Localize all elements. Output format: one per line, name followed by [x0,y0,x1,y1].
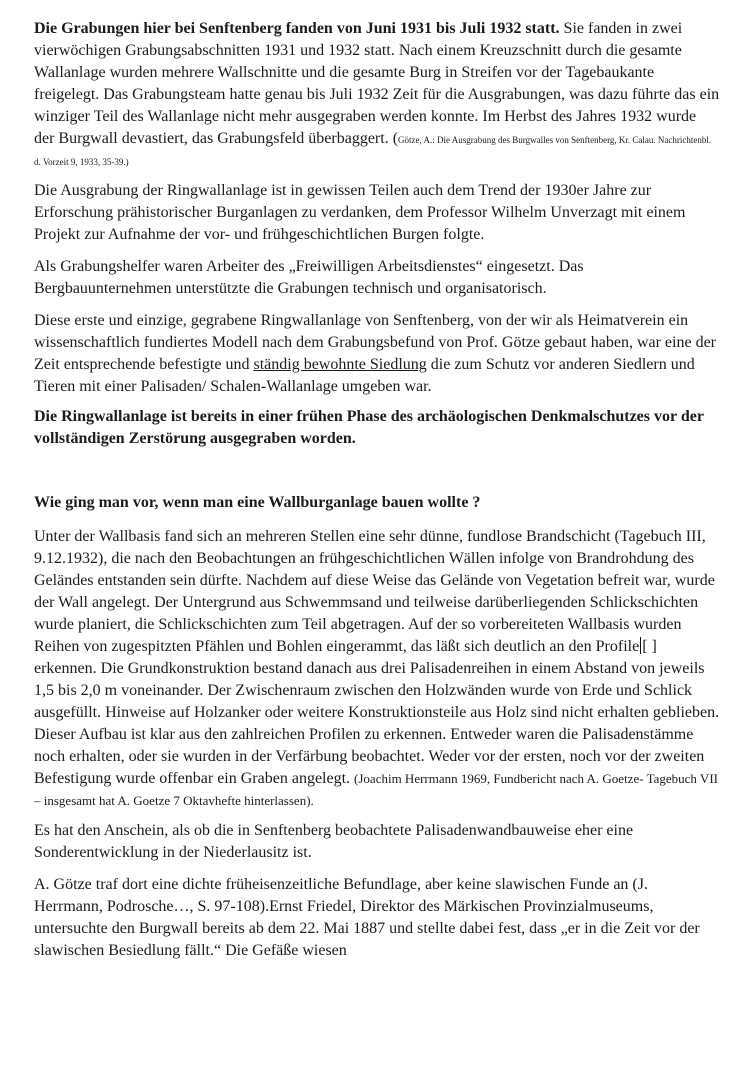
paragraph-palisade-style: Es hat den Anschein, als ob die in Senftenberg beobachtete Palisadenwandbauweise eher eine Sonderentwicklung in der Niederlausitz ist. [34,822,634,861]
paragraph-excavation-dates [34,18,720,172]
excavation-dates-lead: Die Grabungen hier bei Senftenberg fanden von Juni 1931 bis Juli 1932 statt. [34,20,560,37]
document-page [34,18,720,972]
underlined-settlement: ständig bewohnte Siedlung [253,356,427,373]
paragraph-goetze-friedel: A. Götze traf dort eine dichte früheisenzeitliche Befundlage, aber keine slawischen Funde an (J. Herrmann, Podrosche…, S. 97-108).Ernst Friedel, Direktor des Märkischen Provinzialmuseums, untersuchte den Burgwall bereits ab dem 22. Mai 1887 und stellte dabei fest, dass „er in die Zeit vor der slawischen Besiedlung fällt.“ Die Gefäße wiesen [34,876,700,959]
construction-text-part1: Unter der Wallbasis fand sich an mehreren Stellen eine sehr dünne, fundlose Brandschicht (Tagebuch III, 9.12.1932), die nach den Beobachtungen an frühgeschichtlichen Wällen infolge von Brandrohdung des Geländes entstanden sein dürfte. Nachdem auf diese Weise das Gelände von Vegetation befreit war, wurde der Wall angelegt. Der Untergrund aus Schwemmsand und teilweise darüberliegenden Schlickschichten wurde planiert, die Schlickschichten zum Teil abgetragen. Auf der so vorbereiteten Wallbasis wurden Reihen von zugespitzten Pfählen und Bohlen eingerammt, das läßt sich deutlich an den Profile [34,528,715,655]
excavation-dates-text: Sie fanden in zwei vierwöchigen Grabungsabschnitten 1931 und 1932 statt. Nach einem Kreuzschnitt durch die gesamte Wallanlage wurden mehrere Wallschnitte und die gesamte Burg in Streifen vor der Tagebaukante freigelegt. Das Grabungsteam hatte genau bis Juli 1932 Zeit für die Ausgrabungen, was dazu führte das ein winziger Teil des Wallanlage nicht mehr ausgegraben werden konnte. Im Herbst des Jahres 1932 wurde der Burgwall devastiert, das Grabungsfeld überbaggert. [34,20,720,147]
citation-herrmann-1969: (Joachim Herrmann 1969, Fundbericht nach A. Goetze- Tagebuch VII – insgesamt hat A. Goetze 7 Oktavhefte hinterlassen). [34,771,718,808]
model-text-after: die zum Schutz vor anderen Siedlern und Tieren mit einer Palisaden/ Schalen-Wallanlage umgeben war. [34,356,695,395]
model-text-before: Diese erste und einzige, gegrabene Ringwallanlage von Senftenberg, von der wir als Heimatverein ein wissenschaftlich fundiertes Modell nach dem Grabungsbefund von Prof. Götze gebaut haben, war eine der Zeit entsprechende befestigte und [34,312,717,373]
citation-goetze-1933: Götze, A.: Die Ausgrabung des Burgwalles von Senftenberg, Kr. Calau. Nachrichtenbl. d. Vorzeit 9, 1933, 35-39.) [34,135,712,167]
section-heading: Wie ging man vor, wenn man eine Wallburganlage bauen wollte ? [34,494,481,511]
paragraph-helpers: Als Grabungshelfer waren Arbeiter des „Freiwilligen Arbeitsdienstes“ eingesetzt. Das Bergbauunternehmen unterstützte die Grabungen technisch und organisatorisch. [34,258,584,297]
footnote-brackets[interactable]: [ ] [642,638,657,655]
citation-open-paren: ( [392,130,399,147]
construction-text-part2: erkennen. Die Grundkonstruktion bestand danach aus drei Palisadenreihen in einem Abstand von jeweils 1,5 bis 2,0 m voneinander. Der Zwischenraum zwischen den Holzwänden wurde von Erde und Schlick ausgefüllt. Hinweise auf Holzanker oder weitere Konstruktionsteile aus Holz sind nicht erhalten geblieben. Dieser Aufbau ist klar aus den zahlreichen Profilen zu erkennen. Entweder waren die Palisadenstämme noch erhalten, oder sie wurden in der Verfärbung beobachtet. Weder vor der ersten, noch vor der zweiten Befestigung wurde offenbar ein Graben angelegt. [34,660,720,787]
paragraph-construction [34,526,720,812]
paragraph-ringwall-trend: Die Ausgrabung der Ringwallanlage ist in gewissen Teilen auch dem Trend der 1930er Jahre zur Erforschung prähistorischer Burganlagen zu verdanken, dem Professor Wilhelm Unverzagt mit einem Projekt zur Aufnahme der vor- und frühgeschichtlichen Burgen folgte. [34,182,686,243]
paragraph-monument-protection: Die Ringwallanlage ist bereits in einer frühen Phase des archäologischen Denkmalschutzes vor der vollständigen Zerstörung ausgegraben worden. [34,408,704,447]
paragraph-model [34,310,720,398]
